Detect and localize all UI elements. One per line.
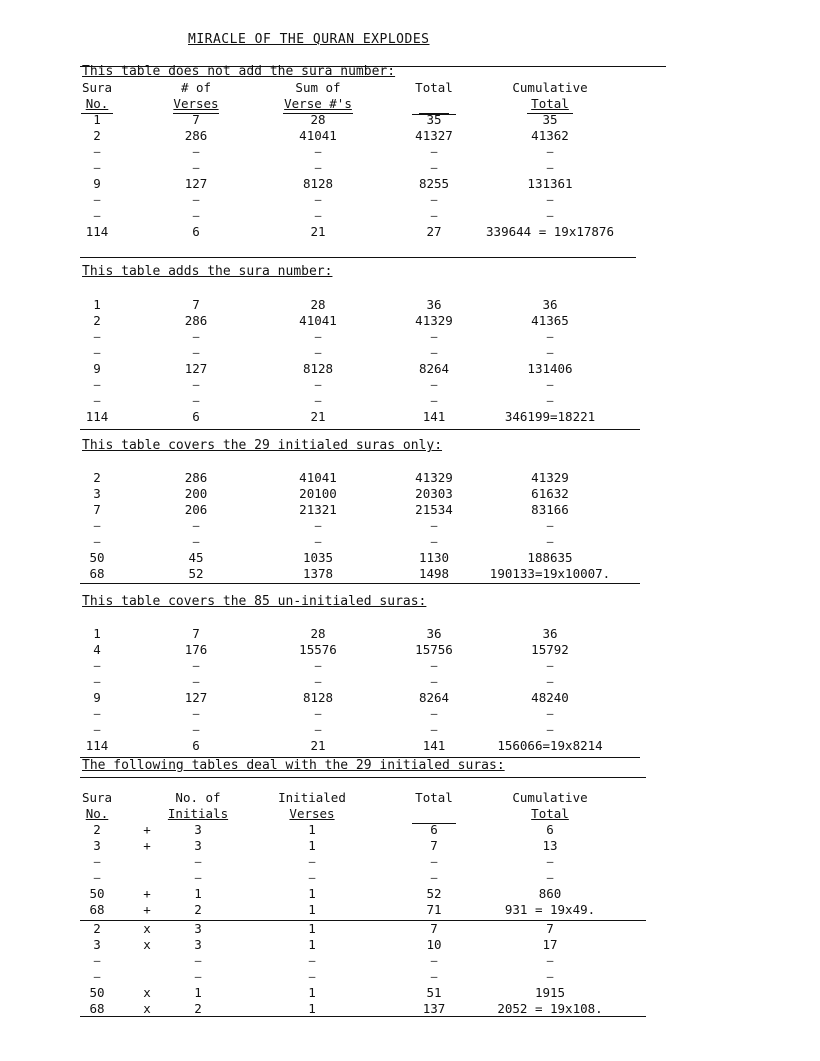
table-row-cell: – [314, 519, 322, 532]
page-title: MIRACLE OF THE QURAN EXPLODES [188, 32, 430, 47]
column-header: Total [415, 790, 453, 805]
table-row-cell: – [546, 378, 554, 391]
header-underline [283, 113, 353, 114]
table-row-cell: 50 [89, 985, 105, 1000]
header-underline [419, 113, 449, 114]
table-row-cell: – [192, 723, 200, 736]
table-row-cell: – [93, 855, 101, 868]
table-row-cell: – [192, 378, 200, 391]
table-row-cell: 21 [310, 738, 326, 753]
table-row-cell: 36 [426, 297, 442, 312]
table-row-cell: – [93, 970, 101, 983]
table-row-cell: 1035 [302, 550, 334, 565]
table-row-cell: 1378 [302, 566, 334, 581]
table-row-cell: 36 [542, 297, 558, 312]
table-row-cell: – [430, 675, 438, 688]
table-row-cell: 7 [192, 297, 200, 312]
table-row-cell: 2 [194, 902, 202, 917]
column-header: Sura [81, 80, 113, 95]
table-row-cell: 141 [422, 409, 446, 424]
table-row-cell: – [430, 855, 438, 868]
column-header: Sum of [295, 80, 341, 95]
table-row-cell: – [430, 871, 438, 884]
table-row-cell: 131406 [527, 361, 573, 376]
table-row-cell: – [93, 378, 101, 391]
table-row-cell: 41329 [415, 313, 453, 328]
table-row-cell: – [314, 193, 322, 206]
table-row-cell: 339644 = 19x17876 [486, 224, 614, 239]
table-row-cell: – [192, 535, 200, 548]
table-row-cell: x [143, 937, 151, 952]
header-underline [81, 113, 113, 114]
table-row-cell: 68 [89, 566, 105, 581]
table-row-cell: – [93, 707, 101, 720]
section-rule [80, 583, 640, 584]
table-row-cell: – [546, 970, 554, 983]
table-row-cell: + [143, 838, 151, 853]
table-row-cell: – [546, 161, 554, 174]
table-row-cell: – [430, 970, 438, 983]
table-row-cell: – [192, 519, 200, 532]
table-row-cell: 52 [426, 886, 442, 901]
table-row-cell: 27 [426, 224, 442, 239]
table-row-cell: 2 [93, 128, 101, 143]
table-row-cell: 45 [188, 550, 204, 565]
section-title: This table covers the 29 initialed suras only: [82, 438, 443, 453]
table-row-cell: 20100 [299, 486, 337, 501]
table-row-cell: – [430, 394, 438, 407]
table-row-cell: 41329 [531, 470, 569, 485]
section-rule [80, 257, 636, 258]
table-row-cell: – [430, 535, 438, 548]
table-row-cell: 35 [426, 112, 442, 127]
table-row-cell: – [314, 707, 322, 720]
table-row-cell: 3 [93, 838, 101, 853]
table-row-cell: 10 [426, 937, 442, 952]
table-row-cell: 7 [546, 921, 554, 936]
table-row-cell: 114 [85, 738, 109, 753]
header-underline [173, 113, 219, 114]
table-row-cell: 8128 [302, 690, 334, 705]
table-row-cell: – [93, 330, 101, 343]
table-row-cell: 68 [89, 902, 105, 917]
table-row-cell: – [546, 519, 554, 532]
table-row-cell: 1 [308, 838, 316, 853]
table-row-cell: 13 [542, 838, 558, 853]
table-row-cell: – [546, 954, 554, 967]
table-row-cell: – [430, 659, 438, 672]
table-row-cell: 1 [194, 886, 202, 901]
table-row-cell: 3 [194, 838, 202, 853]
table-row-cell: 41327 [415, 128, 453, 143]
table-row-cell: – [93, 723, 101, 736]
table-row-cell: 21 [310, 224, 326, 239]
table-row-cell: + [143, 902, 151, 917]
table-row-cell: – [314, 394, 322, 407]
table-row-cell: – [192, 161, 200, 174]
table-row-cell: 1 [93, 297, 101, 312]
table-row-cell: 1498 [418, 566, 450, 581]
table-row-cell: 1 [308, 937, 316, 952]
table-row-cell: 8255 [418, 176, 450, 191]
table-row-cell: 15576 [299, 642, 337, 657]
table-row-cell: 15756 [415, 642, 453, 657]
table-row-cell: 156066=19x8214 [497, 738, 603, 753]
table-row-cell: – [430, 378, 438, 391]
table-row-cell: 21534 [415, 502, 453, 517]
table-row-cell: – [93, 954, 101, 967]
table-row-cell: – [430, 346, 438, 359]
table-row-cell: – [546, 330, 554, 343]
section-title: This table adds the sura number: [82, 264, 333, 279]
table-row-cell: – [546, 707, 554, 720]
table-row-cell: 131361 [527, 176, 573, 191]
table-row-cell: 286 [184, 313, 208, 328]
table-row-cell: 1 [308, 1001, 316, 1016]
table-row-cell: 2052 = 19x108. [497, 1001, 603, 1016]
table-row-cell: 51 [426, 985, 442, 1000]
table-row-cell: 200 [184, 486, 208, 501]
table-row-cell: – [314, 378, 322, 391]
column-header: Sura [81, 790, 113, 805]
table-row-cell: 35 [542, 112, 558, 127]
table-row-cell: – [308, 954, 316, 967]
table-row-cell: – [192, 346, 200, 359]
column-header: Cumulative [512, 790, 588, 805]
table-row-cell: – [546, 394, 554, 407]
table-row-cell: 1 [93, 112, 101, 127]
table-row-cell: 8264 [418, 361, 450, 376]
table-row-cell: – [192, 675, 200, 688]
table-row-cell: 48240 [531, 690, 569, 705]
column-header: No. [85, 96, 109, 111]
table-row-cell: – [93, 659, 101, 672]
table-row-cell: – [314, 346, 322, 359]
table-row-cell: 7 [93, 502, 101, 517]
column-header: Verses [173, 96, 219, 111]
table-row-cell: – [93, 394, 101, 407]
table-row-cell: x [143, 921, 151, 936]
table-row-cell: – [314, 209, 322, 222]
table-row-cell: 7 [430, 921, 438, 936]
table-row-cell: – [314, 675, 322, 688]
table-row-cell: 931 = 19x49. [504, 902, 596, 917]
table-row-cell: 4 [93, 642, 101, 657]
table-row-cell: – [430, 145, 438, 158]
table-row-cell: 286 [184, 470, 208, 485]
table-row-cell: 7 [192, 112, 200, 127]
table-row-cell: – [192, 707, 200, 720]
table-row-cell: – [192, 330, 200, 343]
table-row-cell: – [546, 871, 554, 884]
table-row-cell: 36 [542, 626, 558, 641]
table-row-cell: 61632 [531, 486, 569, 501]
section-rule [80, 1016, 646, 1017]
table-row-cell: 9 [93, 361, 101, 376]
table-row-cell: 2 [93, 313, 101, 328]
table-row-cell: 6 [430, 822, 438, 837]
column-header: No. of [175, 790, 221, 805]
table-row-cell: – [430, 193, 438, 206]
table-row-cell: – [308, 871, 316, 884]
table-row-cell: 7 [192, 626, 200, 641]
table-row-cell: – [546, 535, 554, 548]
table-row-cell: x [143, 985, 151, 1000]
table-row-cell: 9 [93, 690, 101, 705]
table-row-cell: – [546, 855, 554, 868]
table-row-cell: – [430, 723, 438, 736]
table-row-cell: 1 [308, 886, 316, 901]
table-row-cell: – [430, 707, 438, 720]
table-row-cell: 2 [93, 470, 101, 485]
table-row-cell: 17 [542, 937, 558, 952]
column-header: Total [531, 806, 569, 821]
table-row-cell: 41329 [415, 470, 453, 485]
table-row-cell: 3 [194, 822, 202, 837]
section-rule [80, 920, 646, 921]
table-row-cell: 7 [430, 838, 438, 853]
table-row-cell: 206 [184, 502, 208, 517]
table-row-cell: 41362 [531, 128, 569, 143]
table-row-cell: 36 [426, 626, 442, 641]
table-row-cell: – [314, 659, 322, 672]
table-row-cell: 1 [308, 902, 316, 917]
table-row-cell: – [546, 659, 554, 672]
table-row-cell: 28 [310, 112, 326, 127]
column-header: Cumulative [512, 80, 588, 95]
table-row-cell: 3 [93, 937, 101, 952]
column-header: No. [85, 806, 109, 821]
table-row-cell: – [546, 675, 554, 688]
table-row-cell: – [194, 871, 202, 884]
table-row-cell: – [93, 675, 101, 688]
table-row-cell: 50 [89, 550, 105, 565]
table-row-cell: – [430, 519, 438, 532]
table-row-cell: – [314, 145, 322, 158]
table-row-cell: 3 [194, 937, 202, 952]
table-row-cell: 21321 [299, 502, 337, 517]
table-row-cell: 114 [85, 224, 109, 239]
table-row-cell: 6 [192, 409, 200, 424]
table-row-cell: 28 [310, 626, 326, 641]
table-row-cell: – [314, 330, 322, 343]
table-row-cell: – [93, 193, 101, 206]
table-row-cell: – [93, 519, 101, 532]
table-row-cell: + [143, 886, 151, 901]
table-row-cell: – [546, 723, 554, 736]
table-row-cell: 127 [184, 176, 208, 191]
table-row-cell: 41041 [299, 470, 337, 485]
table-row-cell: – [192, 193, 200, 206]
table-row-cell: – [546, 193, 554, 206]
column-header: Initials [167, 806, 229, 821]
table-row-cell: – [194, 954, 202, 967]
table-row-cell: 1 [194, 985, 202, 1000]
table-row-cell: 6 [546, 822, 554, 837]
table-row-cell: – [194, 970, 202, 983]
table-row-cell: – [192, 394, 200, 407]
table-row-cell: – [194, 855, 202, 868]
table-row-cell: x [143, 1001, 151, 1016]
table-row-cell: 9 [93, 176, 101, 191]
section-title: This table covers the 85 un-initialed suras: [82, 594, 427, 609]
table-row-cell: – [93, 209, 101, 222]
table-row-cell: – [192, 659, 200, 672]
table-row-cell: 8128 [302, 361, 334, 376]
table-row-cell: 28 [310, 297, 326, 312]
header-underline [527, 113, 573, 114]
table-row-cell: – [93, 161, 101, 174]
table-row-cell: 2 [194, 1001, 202, 1016]
table-row-cell: 68 [89, 1001, 105, 1016]
table-row-cell: 286 [184, 128, 208, 143]
table-row-cell: 1 [93, 626, 101, 641]
table-row-cell: 137 [422, 1001, 446, 1016]
table-row-cell: – [546, 145, 554, 158]
section-rule [80, 429, 640, 430]
table-row-cell: 188635 [527, 550, 573, 565]
table-row-cell: 860 [538, 886, 562, 901]
table-row-cell: 8128 [302, 176, 334, 191]
table-row-cell: 1 [308, 921, 316, 936]
table-row-cell: 2 [93, 921, 101, 936]
table-row-cell: – [192, 209, 200, 222]
table-row-cell: 6 [192, 738, 200, 753]
table-row-cell: – [93, 346, 101, 359]
table-row-cell: 71 [426, 902, 442, 917]
table-row-cell: – [314, 161, 322, 174]
table-row-cell: – [430, 161, 438, 174]
table-row-cell: 127 [184, 361, 208, 376]
table-row-cell: 21 [310, 409, 326, 424]
table-row-cell: 41041 [299, 128, 337, 143]
table-row-cell: – [314, 535, 322, 548]
column-header: Verse #'s [284, 96, 352, 111]
table-row-cell: 15792 [531, 642, 569, 657]
table-row-cell: 3 [93, 486, 101, 501]
table-row-cell: – [430, 954, 438, 967]
table-row-cell: 114 [85, 409, 109, 424]
table-row-cell: 127 [184, 690, 208, 705]
section-title: This table does not add the sura number: [82, 64, 396, 79]
table-row-cell: 41365 [531, 313, 569, 328]
table-row-cell: 6 [192, 224, 200, 239]
table-row-cell: 2 [93, 822, 101, 837]
table-row-cell: – [546, 346, 554, 359]
table-row-cell: – [192, 145, 200, 158]
table-row-cell: – [314, 723, 322, 736]
table-row-cell: – [546, 209, 554, 222]
table-row-cell: – [308, 855, 316, 868]
column-header: # of [180, 80, 212, 95]
table-row-cell: 346199=18221 [504, 409, 596, 424]
column-header: Initialed [278, 790, 346, 805]
table-row-cell: 1130 [418, 550, 450, 565]
table-row-cell: 52 [188, 566, 204, 581]
section-title: The following tables deal with the 29 initialed suras: [82, 758, 505, 773]
column-header: Verses [289, 806, 335, 821]
table-row-cell: 8264 [418, 690, 450, 705]
table-row-cell: 176 [184, 642, 208, 657]
column-header: Total [531, 96, 569, 111]
table-row-cell: 1 [308, 985, 316, 1000]
table-row-cell: – [93, 535, 101, 548]
table-row-cell: 20303 [415, 486, 453, 501]
section-rule [80, 777, 646, 778]
table-row-cell: + [143, 822, 151, 837]
table-row-cell: 190133=19x10007. [489, 566, 611, 581]
table-row-cell: – [308, 970, 316, 983]
table-row-cell: – [93, 871, 101, 884]
table-row-cell: 141 [422, 738, 446, 753]
table-row-cell: – [430, 209, 438, 222]
table-row-cell: 83166 [531, 502, 569, 517]
table-row-cell: 50 [89, 886, 105, 901]
table-row-cell: 1 [308, 822, 316, 837]
table-row-cell: 3 [194, 921, 202, 936]
table-row-cell: 1915 [534, 985, 566, 1000]
column-header: Total [415, 80, 453, 95]
table-row-cell: – [93, 145, 101, 158]
table-row-cell: – [430, 330, 438, 343]
table-row-cell: 41041 [299, 313, 337, 328]
